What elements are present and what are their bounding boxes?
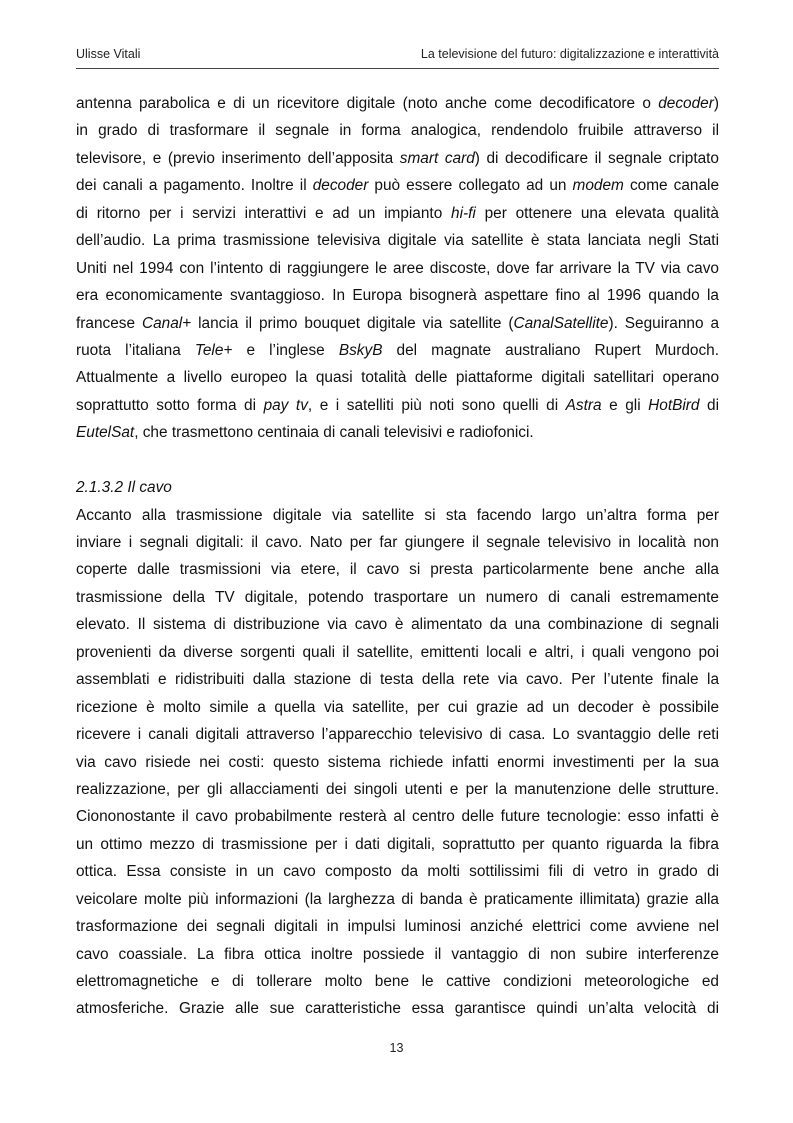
italic-term: Tele+ <box>194 341 233 359</box>
header-author: Ulisse Vitali <box>76 47 141 61</box>
italic-term: hi-fi <box>451 204 476 222</box>
text-run: dell’audio. La prima trasmissione televisiva digitale via satellite è stata lanciata negli Stati <box>76 232 719 250</box>
text-run: dei canali a pagamento. Inoltre il <box>76 177 313 195</box>
italic-term: BskyB <box>338 341 383 359</box>
section-heading: 2.1.3.2 Il cavo <box>76 479 172 497</box>
text-run: lancia il primo bouquet digitale via satellite ( <box>191 314 514 332</box>
text-run: ) di decodificare il segnale criptato <box>474 149 719 167</box>
italic-term: modem <box>572 177 624 195</box>
text-line <box>76 584 719 611</box>
text-run: in grado di trasformare il segnale in forma analogica, rendendolo fruibile attraverso il <box>76 122 719 140</box>
text-run: elettromagnetiche e di tollerare molto bene le cattive condizioni meteorologiche ed <box>76 973 719 990</box>
text-line <box>76 392 719 419</box>
italic-term: decoder <box>658 95 714 112</box>
text-run: veicolare molte più informazioni (la larghezza di banda è praticamente illimitata) grazie alla <box>76 890 719 908</box>
text-line <box>76 639 719 666</box>
text-run: come canale <box>623 177 720 195</box>
text-line <box>76 556 719 583</box>
text-line <box>76 145 719 172</box>
italic-term: Canal+ <box>141 314 192 332</box>
paragraph-cable <box>76 502 719 1023</box>
text-line <box>76 749 719 776</box>
text-line <box>76 913 719 940</box>
text-line <box>76 776 719 803</box>
header-rule <box>76 68 719 69</box>
text-run: e gli <box>601 396 649 414</box>
text-run: Ciononostante il cavo probabilmente resterà al centro delle future tecnologie: esso infatti è <box>76 808 719 826</box>
italic-term: pay tv <box>263 396 308 414</box>
italic-term: decoder <box>312 177 369 195</box>
italic-term: EutelSat <box>76 424 135 442</box>
text-line <box>76 502 719 529</box>
text-run: del magnate australiano Rupert Murdoch. <box>382 341 719 359</box>
text-run: era economicamente svantaggioso. In Europa bisognerà aspettare fino al 1996 quando la <box>76 287 719 305</box>
italic-term: CanalSatellite <box>513 314 609 332</box>
text-run: realizzazione, per gli allacciamenti dei singoli utenti e per la manutenzione delle strutture. <box>76 780 719 798</box>
italic-term: Astra <box>565 396 602 414</box>
text-line <box>76 611 719 638</box>
text-line <box>76 227 719 254</box>
text-run: Attualmente a livello europeo la quasi totalità delle piattaforme digitali satellitari operano <box>76 369 719 387</box>
text-run: trasmissione della TV digitale, potendo trasportare un numero di canali estremamente <box>76 588 719 606</box>
text-run: per ottenere una elevata qualità <box>475 204 719 222</box>
text-line <box>76 282 719 309</box>
text-run: , che trasmettono centinaia di canali televisivi e radiofonici. <box>134 424 534 442</box>
text-run: cavo coassiale. La fibra ottica inoltre possiede il vantaggio di non subire interferenze <box>76 945 719 963</box>
text-line <box>76 968 719 995</box>
text-line <box>76 858 719 885</box>
text-run: elevato. Il sistema di distribuzione via cavo è alimentato da una combinazione di segnali <box>76 616 719 634</box>
text-run: di ritorno per i servizi interattivi e ad un impianto <box>76 204 452 222</box>
text-run: trasformazione dei segnali digitali in impulsi luminosi anziché elettrici come avviene nel <box>76 918 719 936</box>
text-line <box>76 117 719 144</box>
text-line <box>76 666 719 693</box>
text-line <box>76 831 719 858</box>
text-line <box>76 694 719 721</box>
text-run: atmosferiche. Grazie alle sue caratteristiche essa garantisce quindi un’alta velocità di <box>76 1000 719 1018</box>
text-line <box>76 90 719 117</box>
text-line <box>76 721 719 748</box>
text-run: e l’inglese <box>232 341 339 359</box>
text-run: può essere collegato ad un <box>368 177 573 195</box>
text-run: assemblati e ridistribuiti dalla stazione di testa della rete via cavo. Per l’utente finale la <box>76 671 719 689</box>
text-line <box>76 886 719 913</box>
text-run: televisore, e (previo inserimento dell’apposita <box>76 149 400 167</box>
text-line <box>76 419 719 446</box>
text-line <box>76 529 719 556</box>
text-run: ruota l’italiana <box>76 341 195 359</box>
text-line <box>76 337 719 364</box>
italic-term: HotBird <box>648 396 700 414</box>
paragraph-gap <box>76 447 719 474</box>
text-run: ). Seguiranno a <box>608 314 720 332</box>
text-run: ricezione è molto simile a quella via satellite, per cui grazie ad un decoder è possibile <box>76 698 719 716</box>
header-title: La televisione del futuro: digitalizzazione e interattività <box>420 47 719 61</box>
text-line <box>76 310 719 337</box>
text-run: ottica. Essa consiste in un cavo composto da molti sottilissimi fili di vetro in grado di <box>76 863 719 881</box>
text-run: antenna parabolica e di un ricevitore digitale (noto anche come decodificatore o <box>76 95 659 112</box>
text-run: provenienti da diverse sorgenti quali il satellite, emittenti locali e altri, i quali vengono poi <box>76 643 719 661</box>
page-number: 13 <box>389 1041 404 1055</box>
text-run: un ottimo mezzo di trasmissione per i dati digitali, soprattutto per quanto riguarda la fibra <box>76 835 719 853</box>
paragraph-satellite <box>76 90 719 447</box>
text-run: ) <box>713 95 719 112</box>
text-run: Accanto alla trasmissione digitale via satellite si sta facendo largo un’altra forma per <box>76 506 719 524</box>
text-run: ricevere i canali digitali attraverso l’apparecchio televisivo di casa. Lo svantaggio delle reti <box>76 726 719 744</box>
text-run: Uniti nel 1994 con l’intento di raggiungere le aree discoste, dove far arrivare la TV via cavo <box>76 259 719 277</box>
text-line <box>76 200 719 227</box>
text-run: di <box>699 396 719 414</box>
text-line <box>76 255 719 282</box>
text-run: via cavo risiede nei costi: questo sistema richiede infatti enormi investimenti per la sua <box>76 753 719 771</box>
text-run: francese <box>76 314 142 332</box>
text-run: coperte dalle trasmissioni via etere, il cavo si presta particolarmente bene anche alla <box>76 561 719 579</box>
italic-term: smart card <box>399 149 475 167</box>
text-line <box>76 995 719 1022</box>
text-line <box>76 364 719 391</box>
text-run: soprattutto sotto forma di <box>76 396 264 414</box>
page-header <box>76 47 719 67</box>
text-run: , e i satelliti più noti sono quelli di <box>307 396 566 414</box>
text-line <box>76 172 719 199</box>
text-line <box>76 941 719 968</box>
text-run: inviare i segnali digitali: il cavo. Nato per far giungere il segnale televisivo in località non <box>76 534 719 551</box>
text-line <box>76 803 719 830</box>
page-body <box>76 90 719 1023</box>
